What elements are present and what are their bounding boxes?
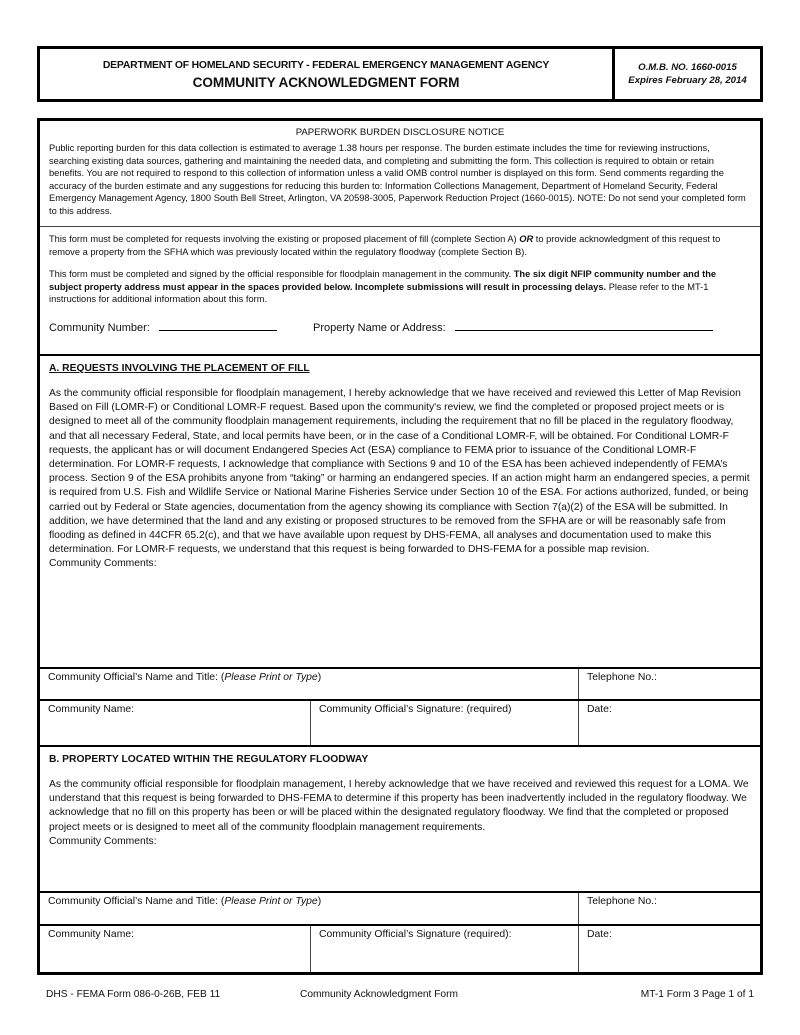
community-number-label: Community Number: [49, 321, 150, 334]
community-name-label: Community Name: [48, 929, 135, 940]
telephone-field[interactable] [578, 669, 760, 699]
section-b-heading: B. PROPERTY LOCATED WITHIN THE REGULATORY FLOODWAY [49, 754, 369, 765]
property-address-field[interactable] [313, 320, 713, 335]
form-title: COMMUNITY ACKNOWLEDGMENT FORM [192, 75, 460, 90]
omb-number: O.M.B. NO. 1660-0015 [638, 62, 737, 73]
official-name-label: Community Official’s Name and Title: ( [48, 672, 225, 683]
community-name-field[interactable] [40, 701, 310, 747]
burden-notice-title: PAPERWORK BURDEN DISCLOSURE NOTICE [295, 127, 505, 138]
instructions-bold-warning: The six digit NFIP community number and the subject property address must appear in the spaces provided below. Incomplete submissions will result in processing delays. [49, 269, 717, 292]
paren: ) [317, 896, 322, 907]
footer-page-number: MT-1 Form 3 Page 1 of 1 [640, 989, 754, 1000]
or-emphasis: OR [519, 234, 534, 244]
section-b [40, 745, 760, 891]
agency-name: DEPARTMENT OF HOMELAND SECURITY - FEDERAL EMERGENCY MANAGEMENT AGENCY [102, 60, 550, 71]
burden-notice-text: Public reporting burden for this data collection is estimated to average 1.38 hours per response. The burden estimate includes the time for reviewing instructions, searching existing data sources, gathering and maintaining the needed data, and completing and submitting the form. This collection is required to obtain or retain benefits. You are not required to respond to this collection of information unless a valid OMB control number is displayed on this form. Send comments regarding the accuracy of the burden estimate and any suggestions for reducing this burden to: Information Collections Management, Department of Homeland Security, Federal Emergency Management Agency, 1800 South Bell Street, Arlington, VA 20598-3005, Paperwork Reduction Project (1660-0015). NOTE: Do not send your completed form to this address. [49, 143, 746, 216]
telephone-field[interactable] [578, 893, 760, 924]
table-row [40, 669, 760, 699]
telephone-label: Telephone No.: [587, 672, 657, 683]
instructions-text: This form must be completed for requests involving the existing or proposed placement of fill (complete Section A) [49, 234, 520, 244]
instructions-text: This form must be completed and signed by the official responsible for floodplain management in the community. [49, 269, 514, 280]
header-title-block [40, 49, 612, 99]
table-row [40, 893, 760, 924]
signature-field[interactable] [310, 926, 578, 972]
signature-field[interactable] [310, 701, 578, 747]
instructions-paragraph-2 [49, 268, 751, 306]
section-a-heading: A. REQUESTS INVOLVING THE PLACEMENT OF FILL [49, 363, 310, 374]
form-header [37, 46, 763, 102]
section-b-signature-table [40, 891, 760, 972]
footer-form-name: Community Acknowledgment Form [300, 989, 458, 1000]
community-name-field[interactable] [40, 926, 310, 972]
instructions-text: Please refer to the MT-1 instructions for additional information about this form. [49, 281, 709, 305]
identification-fields [49, 320, 751, 335]
telephone-label: Telephone No.: [587, 896, 657, 907]
property-address-input[interactable] [455, 320, 713, 331]
date-field[interactable] [578, 701, 760, 747]
official-name-label: Community Official’s Name and Title: ( [48, 896, 225, 907]
official-name-field[interactable] [40, 893, 578, 924]
paren: ) [317, 672, 322, 683]
section-a-comments-label: Community Comments: [49, 558, 157, 570]
community-number-field[interactable] [49, 320, 313, 335]
page-footer [46, 989, 754, 1000]
form-instructions [40, 227, 760, 356]
section-b-comments-area[interactable] [49, 849, 751, 889]
date-field[interactable] [578, 926, 760, 972]
official-name-field[interactable] [40, 669, 578, 699]
omb-expiration: Expires February 28, 2014 [628, 75, 747, 86]
footer-form-id: DHS - FEMA Form 086-0-26B, FEB 11 [46, 989, 221, 1000]
date-label: Date: [587, 929, 612, 940]
omb-block [612, 49, 760, 99]
section-a-text: As the community official responsible for floodplain management, I hereby acknowledge that we have received and reviewed this Letter of Map Revision Based on Fill (LOMR-F) or Conditional LOMR-F request. Based upon the community's review, we find the completed or proposed project meets or is designed to meet all of the community floodplain management requirements, including the requirement that no fill be placed in the regulatory floodway, and that all necessary Federal, State, and local permits have been, or in the case of a Conditional LOMR-F, will be obtained. For Conditional LOMR-F requests, the applicant has or will document Endangered Species Act (ESA) compliance to FEMA prior to issuance of the Conditional LOMR-F determination. For LOMR-F requests, I acknowledge that compliance with Sections 9 and 10 of the ESA has been achieved independently of FEMA’s process. Section 9 of the ESA prohibits anyone from “taking” or harming an endangered species. If an action might harm an endangered species, a permit is required from U.S. Fish and Wildlife Service or National Marine Fisheries Service under Section 10 of the ESA. For actions authorized, funded, or being carried out by Federal or State agencies, documentation from the agency showing its compliance with Section 7(a)(2) of the ESA will be submitted. In addition, we have determined that the land and any existing or proposed structures to be removed from the SFHA are or will be reasonably safe from flooding as defined in 44CFR 65.2(c), and that we have available upon request by DHS-FEMA, all analyses and documentation used to make this determination. For LOMR-F requests, we understand that this request is being forwarded to DHS-FEMA for a possible map revision. [49, 388, 750, 556]
instructions-text: to provide acknowledgment of this request to remove a property from the SFHA which was previously located within the regulatory floodway (complete Section B). [49, 234, 721, 257]
community-name-label: Community Name: [48, 704, 135, 715]
section-b-text: As the community official responsible for floodplain management, I hereby acknowledge that we have received and reviewed this request for a LOMA. We understand that this request is being forwarded to DHS-FEMA to determine if this property has been inadvertently included in the regulatory floodway. We acknowledge that no fill on this property has been or will be placed within the designated regulatory floodway. We find that the completed or proposed project meets or is designed to meet all of the community floodplain management requirements. [49, 779, 749, 833]
table-row [40, 699, 760, 747]
date-label: Date: [587, 704, 612, 715]
section-a-signature-table [40, 667, 760, 747]
signature-label: Community Official’s Signature (required): [319, 929, 512, 940]
property-address-label: Property Name or Address: [313, 321, 446, 334]
community-number-input[interactable] [159, 320, 277, 331]
print-or-type-hint: Please Print or Type [224, 672, 318, 683]
signature-label: Community Official’s Signature: (required) [319, 704, 512, 715]
instructions-paragraph-1 [49, 233, 751, 258]
section-a-comments-area[interactable] [49, 572, 751, 642]
paperwork-burden-notice [40, 121, 760, 227]
section-a [40, 356, 760, 668]
section-b-comments-label: Community Comments: [49, 835, 157, 847]
table-row [40, 924, 760, 972]
form-body [37, 118, 763, 975]
print-or-type-hint: Please Print or Type [224, 896, 318, 907]
